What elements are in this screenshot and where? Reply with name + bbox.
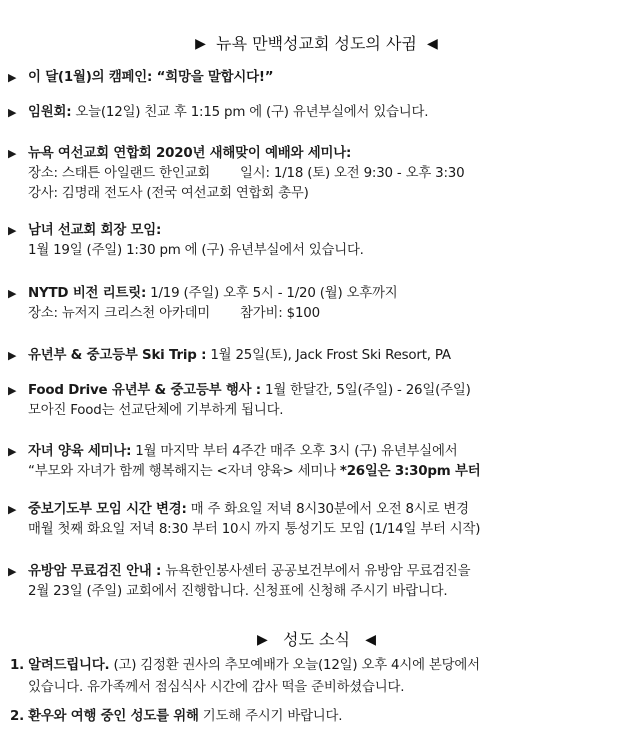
bullet-icon: ▶: [8, 147, 17, 160]
bullet-icon: ▶: [8, 503, 17, 516]
bullet-icon: ▶: [8, 565, 17, 578]
section-title: 뉴욕 만백성교회 성도의 사귐: [216, 34, 417, 53]
left-triangle-icon: ◀: [365, 632, 376, 648]
right-triangle-icon: ▶: [256, 632, 268, 648]
news-item-prayer: 2. 환우와 여행 중인 성도를 위해 기도해 주시기 바랍니다.: [10, 709, 343, 724]
announcement-nytd-retreat: ▶ NYTD 비전 리트릿: 1/19 (주일) 오후 5시 - 1/20 (월) 오후까지 장소: 뉴저지 크리스천 아카데미 참가비: $100: [8, 286, 398, 321]
announcement-cancer-screening: ▶ 유방암 무료검진 안내 : 뉴욕한인봉사센터 공공보건부에서 유방암 무료검진을 2월 23일 (주일) 교회에서 진행합니다. 신청표에 신청해 주시기 바랍니다.: [8, 564, 471, 599]
bullet-icon: ▶: [8, 224, 17, 237]
section-title: 성도 소식: [283, 630, 350, 649]
announcement-food-drive: ▶ Food Drive 유년부 & 중고등부 행사 : 1월 한달간, 5일(주일) - 26일(주일) 모아진 Food는 선교단체에 기부하게 됩니다.: [8, 383, 471, 418]
left-triangle-icon: ◀: [427, 36, 438, 52]
section-header-fellowship: [0, 31, 633, 54]
announcement-womens-seminar: ▶ 뉴욕 여선교회 연합회 2020년 새해맞이 예배와 세미나: 장소: 스태튼 아일랜드 한인교회 일시: 1/18 (토) 오전 9:30 - 오후 3:30 강사: 김명래 전도사 (전국 여선교회 연합회 총무): [8, 146, 465, 201]
section-header-news: [0, 627, 633, 650]
announcement-prayer-time-change: ▶ 중보기도부 모임 시간 변경: 매 주 화요일 저녁 8시30분에서 오전 8시로 변경 매월 첫째 화요일 저녁 8:30 부터 10시 까지 통성기도 모임 (1/14일 부터 시작): [8, 502, 481, 537]
bullet-icon: ▶: [8, 106, 17, 119]
right-triangle-icon: ▶: [195, 36, 206, 52]
announcement-mission-leaders: ▶ 남녀 선교회 회장 모임: 1월 19일 (주일) 1:30 pm 에 (구) 유년부실에서 있습니다.: [8, 223, 364, 258]
bullet-icon: ▶: [8, 349, 17, 362]
news-item-memorial: 1. 알려드립니다. (고) 김정환 권사의 추모예배가 오늘(12일) 오후 4시에 본당에서 있습니다. 유가족께서 점심식사 시간에 감사 떡을 준비하셨습니다.: [10, 658, 480, 695]
announcement-ski-trip: ▶ 유년부 & 중고등부 Ski Trip : 1월 25일(토), Jack Frost Ski Resort, PA: [28, 346, 617, 366]
bullet-icon: ▶: [8, 445, 17, 458]
bullet-icon: ▶: [8, 71, 17, 84]
bullet-icon: ▶: [8, 287, 17, 300]
announcement-parenting-seminar: ▶ 자녀 양육 세미나: 1월 마지막 부터 4주간 매주 오후 3시 (구) 유년부실에서 “부모와 자녀가 함께 행복해지는 <자녀 양육> 세미나 *26일은 3:30pm 부터: [8, 444, 481, 479]
announcement-board-meeting: ▶ 임원회: 오늘(12일) 친교 후 1:15 pm 에 (구) 유년부실에서 있습니다.: [28, 103, 617, 123]
announcement-campaign: ▶ 이 달(1월)의 캠페인: “희망을 말합시다!”: [28, 68, 617, 88]
bullet-icon: ▶: [8, 384, 17, 397]
